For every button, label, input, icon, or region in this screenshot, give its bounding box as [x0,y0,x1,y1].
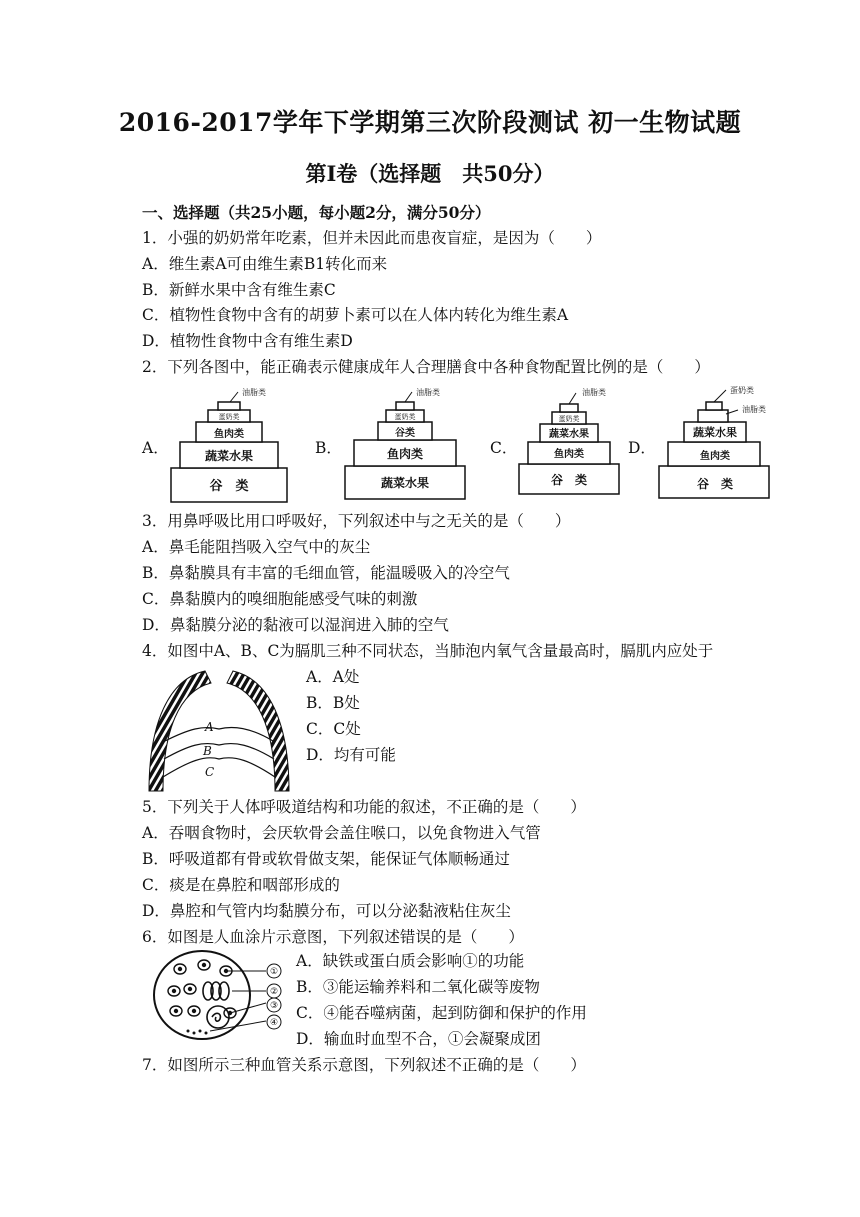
pyramid-d-tier-1: 蛋奶类 [730,386,754,395]
question-3-option-b: B．鼻黏膜具有丰富的毛细血管，能温暖吸入的冷空气 [142,564,510,582]
pyramid-a-tier-3: 鱼肉类 [214,429,244,440]
question-3-option-c: C．鼻黏膜内的嗅细胞能感受气味的刺激 [142,590,418,608]
blood-label-4: ④ [269,1018,279,1028]
question-3-stem: 3．用鼻呼吸比用口呼吸好，下列叙述中与之无关的是（ ） [142,512,571,530]
food-pyramid-c [516,384,622,496]
pyramid-c-tier-2: 蛋奶类 [558,415,580,423]
question-4-option-c: C．C处 [306,720,361,738]
question-2-stem: 2．下列各图中，能正确表示健康成年人合理膳食中各种食物配置比例的是（ ） [142,358,710,376]
question-5-option-c: C．痰是在鼻腔和咽部形成的 [142,876,340,894]
question-6-stem: 6．如图是人血涂片示意图，下列叙述错误的是（ ） [142,928,524,946]
pyramid-c-tier-4: 鱼肉类 [554,449,584,460]
food-pyramid-d [656,384,772,500]
pyramid-b-tier-4: 鱼肉类 [386,447,424,461]
question-2-label-b: B． [315,439,342,457]
pyramid-b-tier-3: 谷类 [395,428,415,439]
question-4-option-a: A．A处 [306,668,360,686]
food-pyramid-a [168,386,290,504]
pyramid-c-tier-3: 蔬菜水果 [549,429,589,440]
pyramid-a-tier-1: 油脂类 [242,388,266,397]
pyramid-b-tier-2: 蛋奶类 [394,413,416,421]
pyramid-d-tier-3: 蔬菜水果 [693,426,737,439]
blood-label-2: ② [269,987,279,997]
blood-label-1: ① [269,967,279,977]
pyramid-a-tier-4: 蔬菜水果 [204,449,254,463]
diaphragm-label-b: B [203,744,212,758]
question-2-label-a: A． [142,439,169,457]
pyramid-b-tier-1: 油脂类 [416,388,440,397]
question-4-option-b: B．B处 [306,694,360,712]
question-6-option-b: B．③能运输养料和二氧化碳等废物 [296,978,540,996]
question-1-option-a: A．维生素A可由维生素B1转化而来 [142,255,388,273]
pyramid-c-tier-5: 谷 类 [550,473,588,487]
question-5-option-d: D．鼻腔和气管内均黏膜分布，可以分泌黏液粘住灰尘 [142,902,511,920]
question-3-option-d: D．鼻黏膜分泌的黏液可以湿润进入肺的空气 [142,616,449,634]
pyramid-c-tier-1: 油脂类 [582,388,606,397]
section-heading: 一、选择题（共25小题，每小题2分，满分50分） [142,203,491,222]
question-1-option-c: C．植物性食物中含有的胡萝卜素可以在人体内转化为维生素A [142,306,569,324]
diaphragm-label-c: C [205,765,215,779]
question-2-label-d: D． [628,439,656,457]
pyramid-d-tier-4: 鱼肉类 [700,451,730,462]
question-1-option-b: B．新鲜水果中含有维生素C [142,281,336,299]
question-4-stem: 4．如图中A、B、C为膈肌三种不同状态，当肺泡内氧气含量最高时，膈肌内应处于 [142,642,714,660]
diaphragm-figure [143,665,295,797]
section-subtitle: 第Ⅰ卷（选择题 共50分） [305,161,555,186]
page-title: 2016-2017学年下学期第三次阶段测试 初一生物试题 [118,108,742,137]
question-6-option-c: C．④能吞噬病菌，起到防御和保护的作用 [296,1004,587,1022]
question-1-stem: 1．小强的奶奶常年吃素，但并未因此而患夜盲症，是因为（ ） [142,229,602,247]
question-3-option-a: A．鼻毛能阻挡吸入空气中的灰尘 [142,538,371,556]
pyramid-b-tier-5: 蔬菜水果 [380,476,430,490]
question-5-option-a: A．吞咽食物时，会厌软骨会盖住喉口，以免食物进入气管 [142,824,541,842]
question-5-stem: 5．下列关于人体呼吸道结构和功能的叙述，不正确的是（ ） [142,798,586,816]
question-4-option-d: D．均有可能 [306,746,396,764]
question-6-option-a: A．缺铁或蛋白质会影响①的功能 [296,952,525,970]
diaphragm-label-a: A [205,720,214,734]
food-pyramid-b [342,386,468,502]
blood-label-3: ③ [269,1001,279,1011]
pyramid-a-tier-2: 蛋奶类 [218,413,240,421]
question-7-stem: 7．如图所示三种血管关系示意图，下列叙述不正确的是（ ） [142,1056,586,1074]
pyramid-d-tier-2: 油脂类 [742,405,766,414]
question-5-option-b: B．呼吸道都有骨或软骨做支架，能保证气体顺畅通过 [142,850,510,868]
question-1-option-d: D．植物性食物中含有维生素D [142,332,353,350]
question-2-label-c: C． [490,439,518,457]
pyramid-a-tier-5: 谷 类 [209,479,249,494]
pyramid-d-tier-5: 谷 类 [696,477,734,491]
question-6-option-d: D．输血时血型不合，①会凝聚成团 [296,1030,541,1048]
blood-smear-figure [150,945,290,1051]
